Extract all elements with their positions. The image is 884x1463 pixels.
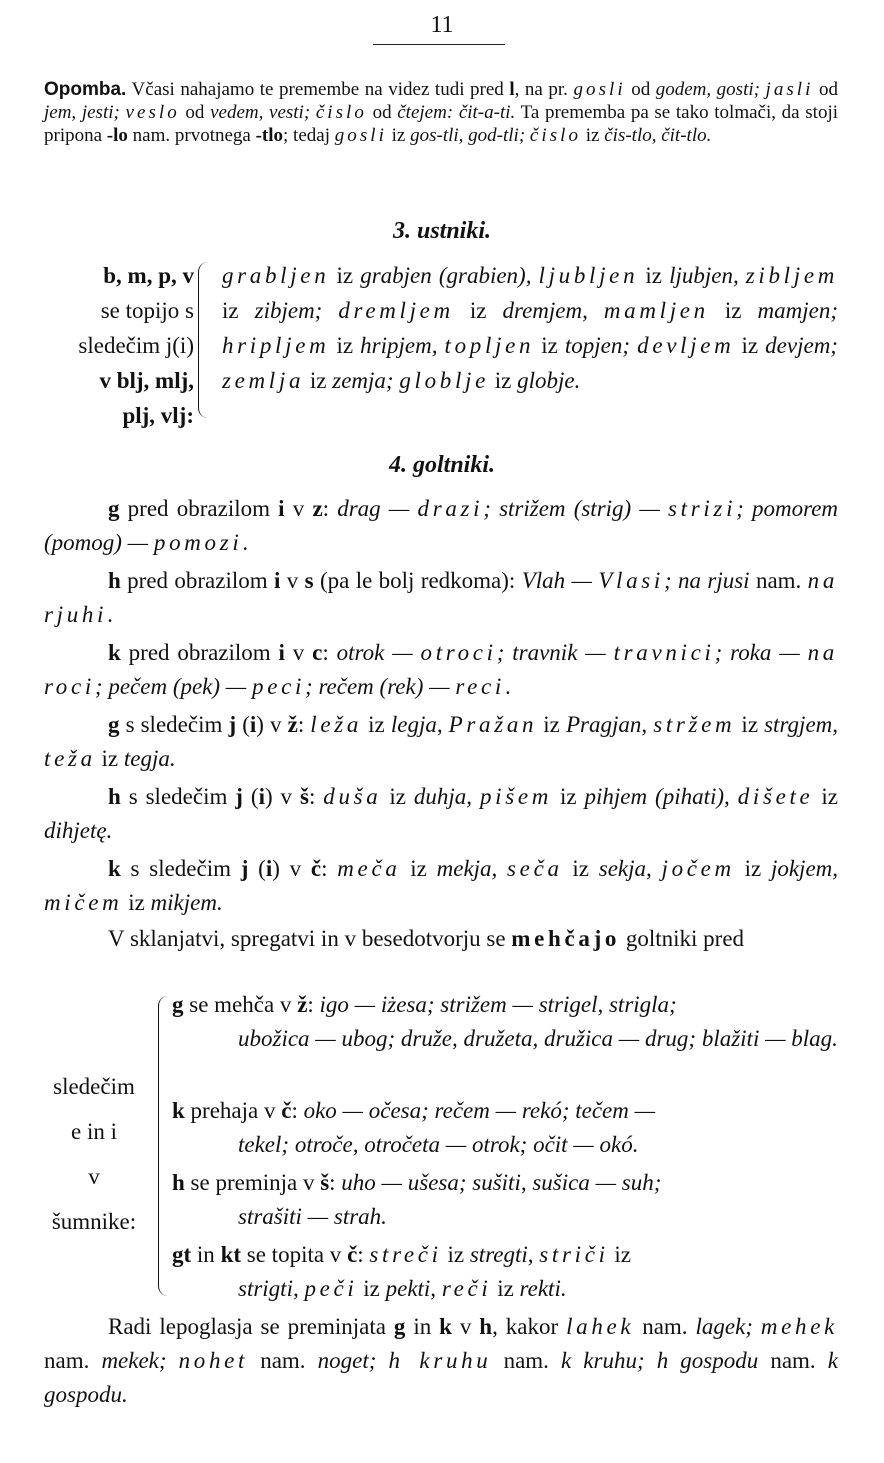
text: pred obrazilom [120, 568, 275, 593]
text: ( [236, 712, 250, 737]
text: iz [735, 712, 765, 737]
text: pred obrazilom [120, 640, 279, 665]
text: iz [488, 368, 518, 393]
text: iz [534, 333, 565, 358]
text: iz [537, 712, 566, 737]
side-line: b, m, p, v [103, 263, 194, 288]
spaced-word: mičem [44, 890, 123, 915]
italic-word: noget; [317, 1348, 389, 1373]
spaced-word: striči [539, 1242, 609, 1267]
italic-word: duhja, [413, 784, 480, 809]
text: iz [813, 784, 838, 809]
note-example: jem, jesti; [44, 102, 126, 123]
italic-word: mekek; [101, 1348, 179, 1373]
spaced-word: leža [310, 712, 363, 737]
italic-word: pihjem (pihati), [584, 784, 738, 809]
text: v [451, 1314, 480, 1339]
spaced-word: drazi [417, 496, 484, 521]
softening-k [172, 1094, 838, 1162]
spaced-word: mamljen [603, 298, 709, 323]
text: : [297, 712, 311, 737]
rule-kj-c [44, 852, 838, 920]
text: iz [562, 856, 599, 881]
rule-line [172, 1272, 838, 1306]
text: iz [362, 712, 391, 737]
text: nam. [634, 1314, 696, 1339]
text: : [322, 496, 338, 521]
bold-letter: k [108, 856, 121, 881]
italic-word: hripjem, [360, 333, 445, 358]
curly-brace [158, 996, 169, 1296]
italic-word: uho — ušesa; sušiti, sušica — suh; [341, 1170, 662, 1195]
text: prehaja v [184, 1098, 282, 1123]
page-number: 11 [430, 12, 454, 38]
bold-letter: z [312, 496, 323, 521]
curly-brace [198, 262, 213, 418]
bold-letter: ž [287, 712, 298, 737]
bold-letter: š [299, 784, 309, 809]
italic-word: ; rečem (rek) — [305, 674, 456, 699]
note-example: gosli [334, 125, 387, 146]
italic-word: drag — [337, 496, 418, 521]
rule-line [172, 1022, 838, 1056]
spaced-word: dišete [737, 784, 814, 809]
text: nam. [758, 1348, 828, 1373]
italic-word: mikjem. [150, 890, 223, 915]
italic-word: k gospodu. [44, 1348, 838, 1407]
text: : [321, 856, 338, 881]
labial-rule-label [34, 258, 194, 433]
bold-letter: h [108, 784, 121, 809]
note-suffix: -lo [106, 125, 128, 146]
text: in [191, 1242, 221, 1267]
italic-word: tegja. [123, 746, 176, 771]
bold-letter: i [258, 784, 265, 809]
bold-letter: h [172, 1170, 185, 1195]
rule-line [172, 1200, 838, 1234]
softening-rule-label [30, 1064, 158, 1244]
italic-word: zibjem; [254, 298, 339, 323]
bold-letter: kt [220, 1242, 242, 1267]
italic-word: ; travnik — [496, 640, 614, 665]
softening-gt-kt [172, 1238, 838, 1306]
italic-word: rekti. [519, 1276, 567, 1301]
text: iz [95, 746, 124, 771]
bold-letter: g [108, 712, 120, 737]
rule-line [172, 1128, 838, 1162]
italic-word: ljubjen, [669, 263, 746, 288]
italic-word: ; pomorem (pomog) — [44, 496, 839, 555]
note-text: , na pr. [514, 79, 574, 100]
bold-letter: č [310, 856, 322, 881]
bold-letter: g [393, 1314, 406, 1339]
text: : [307, 992, 320, 1017]
spaced-word: meča [337, 856, 401, 881]
note-text: iz [386, 125, 411, 146]
euphony-paragraph [44, 1310, 838, 1412]
side-line: v [88, 1164, 100, 1189]
side-line: sledečim j(i) [78, 333, 194, 358]
note-text: ; tedaj [283, 125, 335, 146]
text: v [284, 640, 313, 665]
italic-word: devjem; [765, 333, 838, 358]
text: : [322, 640, 337, 665]
spaced-word: nohet [178, 1348, 249, 1373]
italic-word: ubožica — ubog; druže, družeta, družica — drug; blažiti — blag. [238, 1026, 838, 1051]
italic-word: dremjem, [502, 298, 604, 323]
bold-letter: i [249, 712, 257, 737]
bold-letter: č [347, 1242, 358, 1267]
text: iz [734, 856, 771, 881]
text: nam. [44, 1348, 102, 1373]
note-text: od [813, 79, 838, 100]
spaced-word: dremljem [338, 298, 454, 323]
spaced-word: travnici [613, 640, 715, 665]
text: : [291, 1098, 304, 1123]
note-text: Ta prememba pa se tako tolmači, da stoji pripona [44, 102, 839, 146]
rule-g-z [44, 492, 838, 560]
spaced-word: grabljen [222, 263, 330, 288]
bold-letter: c [312, 640, 323, 665]
italic-word: stregti, [469, 1242, 540, 1267]
italic-word: igo — iżesa; strižem — strigel, strigla; [319, 992, 677, 1017]
text: Radi lepoglasja se preminjata [108, 1314, 394, 1339]
spaced-word: duša [323, 784, 382, 809]
page-number-rule [373, 44, 505, 45]
note-example: jasli [765, 79, 814, 100]
softening-h [172, 1166, 838, 1234]
note-example: gos-tli, god-tli; [410, 125, 530, 146]
bold-letter: ž [297, 992, 308, 1017]
italic-word: mamjen; [757, 298, 838, 323]
spaced-word: peci [252, 674, 306, 699]
note-example: čislo [529, 125, 582, 146]
text: ( [248, 856, 266, 881]
italic-word: jokjem, [770, 856, 839, 881]
bold-spaced-word: mehčajo [511, 926, 621, 951]
italic-word: ; pečem (pek) — [94, 674, 253, 699]
side-line: e in i [71, 1119, 117, 1144]
rule-line [172, 1094, 838, 1128]
bold-letter: i [265, 856, 273, 881]
rule-h-s [44, 564, 838, 632]
note-text: Včasi nahajamo te premembe na videz tudi pred [126, 79, 510, 100]
italic-word: oko — očesa; rečem — rekó; tečem — [303, 1098, 656, 1123]
spaced-word: na roci [44, 640, 838, 699]
spaced-word: topljen [444, 333, 535, 358]
text: ) v [272, 856, 311, 881]
note-label: Opomba. [44, 79, 127, 100]
note-example: gosli [573, 79, 626, 100]
spaced-word: jočem [661, 856, 735, 881]
italic-word: strgjem, [764, 712, 839, 737]
bold-letter: j [235, 784, 243, 809]
italic-word: topjen; [564, 333, 638, 358]
rule-line [172, 988, 838, 1022]
spaced-word: pišem [479, 784, 553, 809]
spaced-word: Pražan [448, 712, 538, 737]
italic-word: lagek; [695, 1314, 761, 1339]
italic-word: otrok — [336, 640, 421, 665]
bold-letter: č [281, 1098, 292, 1123]
italic-word: Vlah — [521, 568, 599, 593]
spaced-word: teža [44, 746, 96, 771]
italic-word: strigti, [238, 1276, 305, 1301]
text: v [284, 496, 313, 521]
text: iz [122, 890, 151, 915]
italic-word: globje. [517, 368, 581, 393]
italic-word: tekel; otroče, otročeta — otrok; očit — okó. [238, 1132, 639, 1157]
text: iz [304, 368, 333, 393]
text: iz [222, 298, 255, 323]
spaced-word: strizi [668, 496, 737, 521]
note-text: od [625, 79, 656, 100]
spaced-word: reči [441, 1276, 492, 1301]
bold-letter: j [240, 856, 249, 881]
note-letter: l [509, 79, 515, 100]
spaced-word: zibljem [745, 263, 838, 288]
note-example: veslo [125, 102, 180, 123]
spaced-word: h kruhu [388, 1348, 492, 1373]
text: in [405, 1314, 440, 1339]
bold-letter: g [108, 496, 120, 521]
bold-letter: i [274, 568, 281, 593]
side-line: v blj, mlj, [99, 368, 194, 393]
side-line: šumnike: [51, 1209, 137, 1234]
text: . [504, 674, 511, 699]
rule-k-c [44, 636, 838, 704]
bold-letter: k [108, 640, 121, 665]
bold-letter: h [479, 1314, 493, 1339]
text: iz [329, 263, 361, 288]
italic-word: pekti, [385, 1276, 442, 1301]
note-example: čislo [315, 102, 367, 123]
spaced-word: ljubljen [538, 263, 639, 288]
spaced-word: Vlasi [598, 568, 664, 593]
labial-examples [222, 258, 838, 398]
spaced-word: seča [507, 856, 563, 881]
spaced-word: na rjuhi [44, 568, 839, 627]
spaced-word: lahek [566, 1314, 635, 1339]
spaced-word: mehek [760, 1314, 839, 1339]
text: : [329, 1170, 342, 1195]
text: iz [552, 784, 585, 809]
bold-letter: i [278, 640, 285, 665]
spaced-word: streči [369, 1242, 442, 1267]
italic-word: mekja, [436, 856, 508, 881]
text: iz [491, 1276, 520, 1301]
italic-word: Pragjan, [565, 712, 654, 737]
bold-letter: j [228, 712, 237, 737]
text: nam. [248, 1348, 318, 1373]
text: iz [708, 298, 758, 323]
softening-intro [44, 922, 838, 956]
text: s sledečim [120, 856, 241, 881]
text: iz [441, 1242, 470, 1267]
text: v [280, 568, 305, 593]
section-heading-goltniki: 4. goltniki. [388, 452, 496, 478]
spaced-word: pomozi [153, 530, 243, 555]
spaced-word: devljem [637, 333, 735, 358]
note-text: od [366, 102, 398, 123]
note-suffix: -tlo [255, 125, 284, 146]
text: se preminja v [184, 1170, 321, 1195]
rule-line [172, 1166, 838, 1200]
spaced-word: reci [455, 674, 505, 699]
text: nam. [491, 1348, 562, 1373]
bold-letter: s [304, 568, 314, 593]
softening-g [172, 988, 838, 1056]
side-line: plj, vlj: [122, 403, 194, 428]
text: goltniki pred [620, 926, 745, 951]
italic-word: ; roka — [714, 640, 808, 665]
bold-letter: i [278, 496, 285, 521]
note-example: godem, gosti; [655, 79, 766, 100]
note-example: čis-tlo, čit-tlo. [604, 125, 712, 146]
section-heading-ustniki: 3. ustniki. [392, 218, 492, 244]
text: iz [638, 263, 670, 288]
italic-word: strašiti — strah. [238, 1204, 387, 1229]
side-line: se topijo s [100, 298, 194, 323]
note-text: nam. prvotnega [127, 125, 256, 146]
text: V sklanjatvi, spregatvi in v besedotvorju se [108, 926, 512, 951]
text: iz [400, 856, 437, 881]
note-example: vedem, vesti; [210, 102, 316, 123]
text: ( [242, 784, 259, 809]
italic-word: legja, [390, 712, 449, 737]
bold-letter: gt [172, 1242, 192, 1267]
text: iz [734, 333, 766, 358]
italic-word: zemja; [332, 368, 400, 393]
text: iz [453, 298, 503, 323]
side-line: sledečim [53, 1074, 135, 1099]
bold-letter: k [439, 1314, 452, 1339]
bold-letter: š [320, 1170, 330, 1195]
text: nam. [749, 568, 808, 593]
text: iz [381, 784, 414, 809]
bold-letter: k [172, 1098, 185, 1123]
text: (pa le bolj redkoma): [313, 568, 522, 593]
text: ) v [256, 712, 288, 737]
bold-letter: h [108, 568, 121, 593]
italic-word: grabjen (grabien), [360, 263, 539, 288]
text: : [308, 784, 324, 809]
text: s sledečim [120, 784, 236, 809]
spaced-word: peči [304, 1276, 358, 1301]
text: . [242, 530, 249, 555]
text: : [357, 1242, 370, 1267]
italic-word: dihjetę. [44, 818, 113, 843]
spaced-word: stržem [653, 712, 736, 737]
text: se topita v [241, 1242, 348, 1267]
text: ) v [264, 784, 300, 809]
italic-word: ; strižem (strig) — [483, 496, 669, 521]
bold-letter: g [172, 992, 184, 1017]
text: s sledečim [119, 712, 229, 737]
text: pred obrazilom [119, 496, 279, 521]
note-text: od [179, 102, 211, 123]
text: iz [357, 1276, 386, 1301]
italic-word: k kruhu; h gospodu [561, 1348, 759, 1373]
spaced-word: zemlja [222, 368, 305, 393]
rule-hj-s [44, 780, 838, 848]
text: , kakor [492, 1314, 567, 1339]
text: se mehča v [183, 992, 298, 1017]
text: iz [329, 333, 361, 358]
note-example: čtejem: čit-a-ti. [397, 102, 516, 123]
rule-line [172, 1238, 838, 1272]
rule-gj-z [44, 708, 838, 776]
text: . [107, 602, 113, 627]
italic-word: sekja, [598, 856, 662, 881]
note-paragraph [44, 78, 838, 147]
spaced-word: hripljem [222, 333, 330, 358]
spaced-word: otroci [420, 640, 497, 665]
italic-word: ; na rjusi [664, 568, 750, 593]
spaced-word: globlje [399, 368, 489, 393]
note-text: iz [581, 125, 605, 146]
text: iz [608, 1242, 632, 1267]
